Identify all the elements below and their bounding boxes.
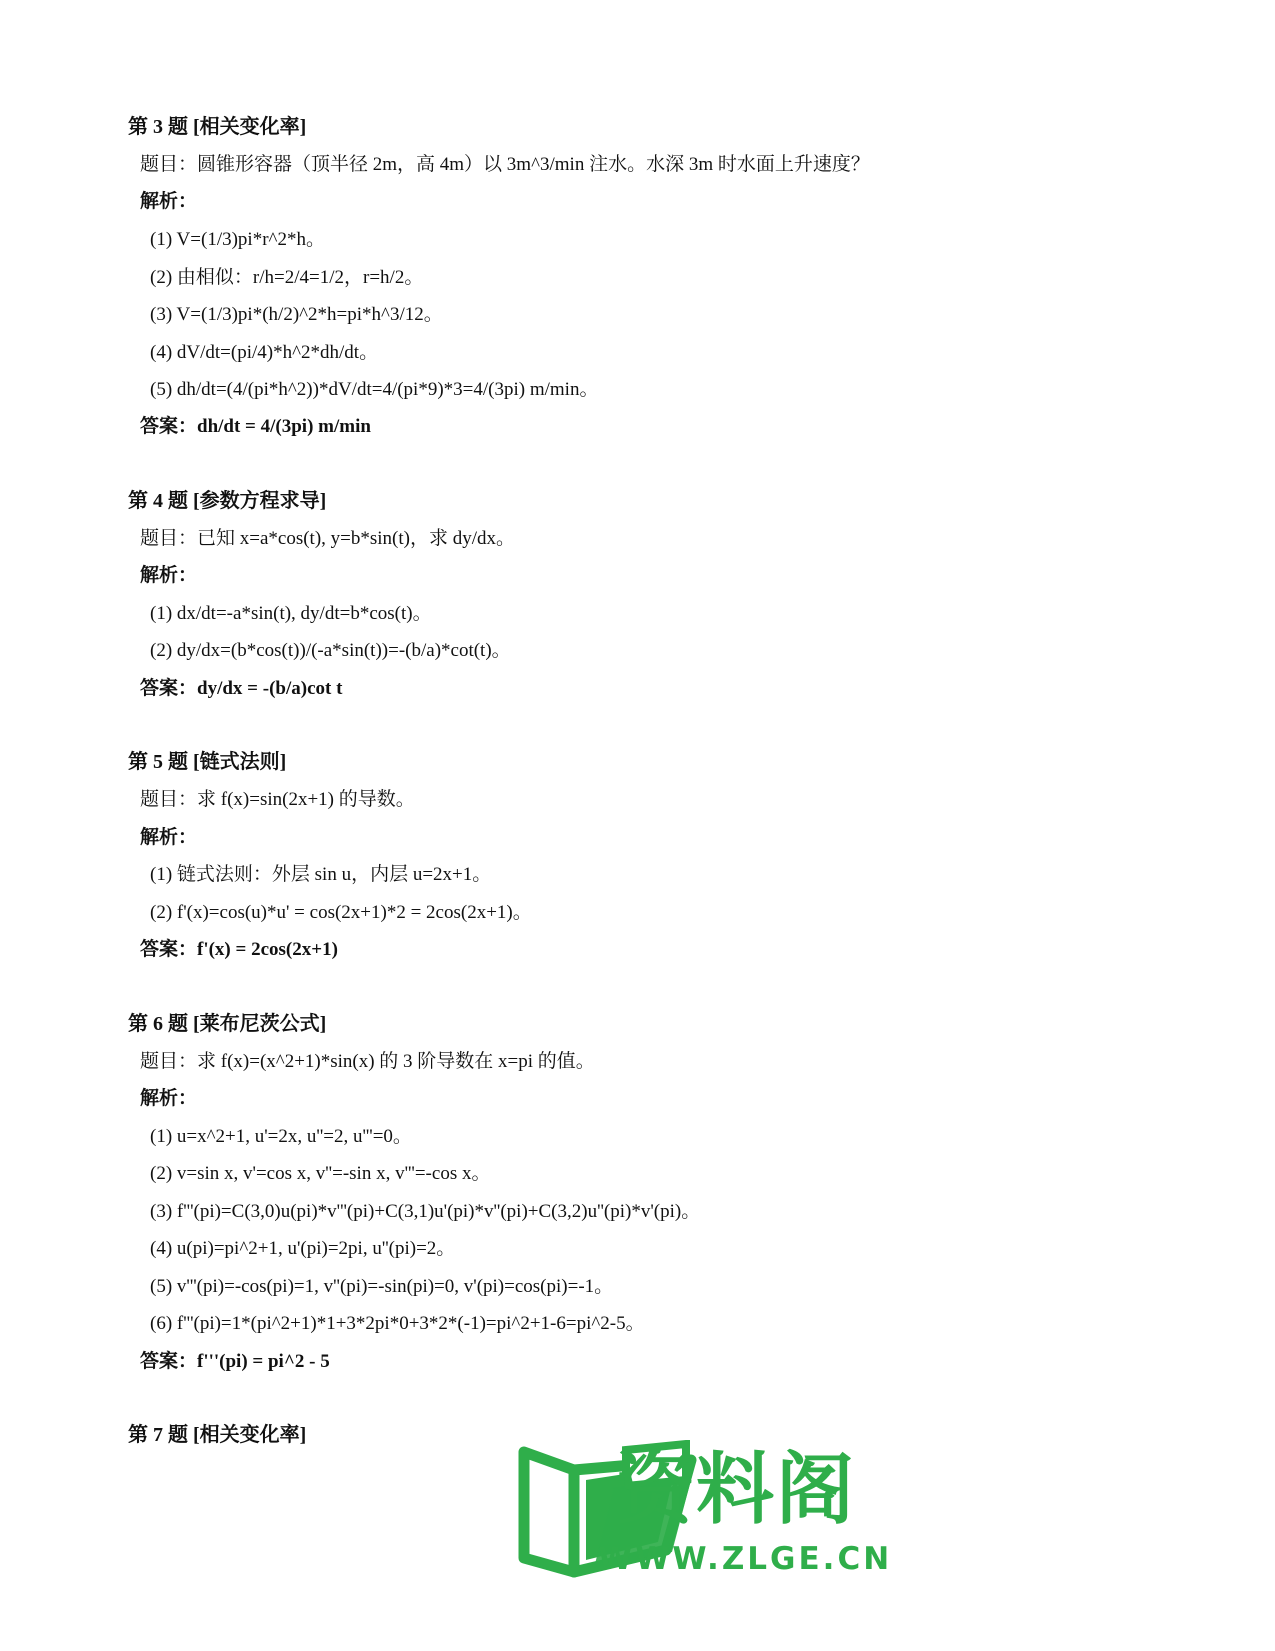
question-4-step: (2) dy/dx=(b*cos(t))/(-a*sin(t))=-(b/a)*cot(t)。 bbox=[150, 640, 511, 661]
question-5-answer: 答案：f'(x) = 2cos(2x+1) bbox=[140, 939, 338, 960]
question-3-answer: 答案：dh/dt = 4/(3pi) m/min bbox=[140, 416, 371, 437]
question-3-problem: 题目：圆锥形容器（顶半径 2m，高 4m）以 3m^3/min 注水。水深 3m 时水面上升速度？ bbox=[140, 154, 870, 175]
question-6-analysis-label: 解析： bbox=[140, 1088, 198, 1109]
question-6-step: (5) v'''(pi)=-cos(pi)=1, v''(pi)=-sin(pi)=0, v'(pi)=cos(pi)=-1。 bbox=[150, 1276, 614, 1297]
question-5-heading: 第 5 题 [链式法则] bbox=[128, 751, 287, 773]
question-4-analysis-label: 解析： bbox=[140, 565, 198, 586]
question-6-step: (4) u(pi)=pi^2+1, u'(pi)=2pi, u''(pi)=2。 bbox=[150, 1238, 456, 1259]
question-6-answer: 答案：f'''(pi) = pi^2 - 5 bbox=[140, 1351, 330, 1372]
question-4-problem: 题目：已知 x=a*cos(t), y=b*sin(t)，求 dy/dx。 bbox=[140, 528, 516, 549]
question-3-step: (1) V=(1/3)pi*r^2*h。 bbox=[150, 229, 325, 250]
question-5-step: (2) f'(x)=cos(u)*u' = cos(2x+1)*2 = 2cos(2x+1)。 bbox=[150, 902, 532, 923]
question-6-problem: 题目：求 f(x)=(x^2+1)*sin(x) 的 3 阶导数在 x=pi 的值。 bbox=[140, 1051, 595, 1072]
question-3-step: (2) 由相似：r/h=2/4=1/2，r=h/2。 bbox=[150, 267, 424, 288]
question-3-step: (3) V=(1/3)pi*(h/2)^2*h=pi*h^3/12。 bbox=[150, 304, 443, 325]
question-6-step: (2) v=sin x, v'=cos x, v''=-sin x, v'''=-cos x。 bbox=[150, 1163, 491, 1184]
question-4-heading: 第 4 题 [参数方程求导] bbox=[128, 490, 327, 512]
question-6-step: (6) f'''(pi)=1*(pi^2+1)*1+3*2pi*0+3*2*(-1)=pi^2+1-6=pi^2-5。 bbox=[150, 1313, 645, 1334]
question-3-step: (5) dh/dt=(4/(pi*h^2))*dV/dt=4/(pi*9)*3=4/(3pi) m/min。 bbox=[150, 379, 599, 400]
question-4-answer: 答案：dy/dx = -(b/a)cot t bbox=[140, 678, 343, 699]
question-3-analysis-label: 解析： bbox=[140, 191, 198, 212]
question-6-step: (3) f'''(pi)=C(3,0)u(pi)*v'''(pi)+C(3,1)u'(pi)*v''(pi)+C(3,2)u''(pi)*v'(pi)。 bbox=[150, 1201, 701, 1222]
question-4-step: (1) dx/dt=-a*sin(t), dy/dt=b*cos(t)。 bbox=[150, 603, 432, 624]
question-7-heading: 第 7 题 [相关变化率] bbox=[128, 1424, 307, 1446]
question-5-analysis-label: 解析： bbox=[140, 827, 198, 848]
question-3-step: (4) dV/dt=(pi/4)*h^2*dh/dt。 bbox=[150, 342, 379, 363]
question-5-problem: 题目：求 f(x)=sin(2x+1) 的导数。 bbox=[140, 789, 415, 810]
question-3-heading: 第 3 题 [相关变化率] bbox=[128, 116, 307, 138]
question-6-heading: 第 6 题 [莱布尼茨公式] bbox=[128, 1013, 327, 1035]
question-5-step: (1) 链式法则：外层 sin u，内层 u=2x+1。 bbox=[150, 864, 492, 885]
question-6-step: (1) u=x^2+1, u'=2x, u''=2, u'''=0。 bbox=[150, 1126, 412, 1147]
watermark-brand: 资料阁 bbox=[616, 1445, 857, 1535]
watermark-url: WWW.ZLGE.CN bbox=[598, 1541, 893, 1577]
